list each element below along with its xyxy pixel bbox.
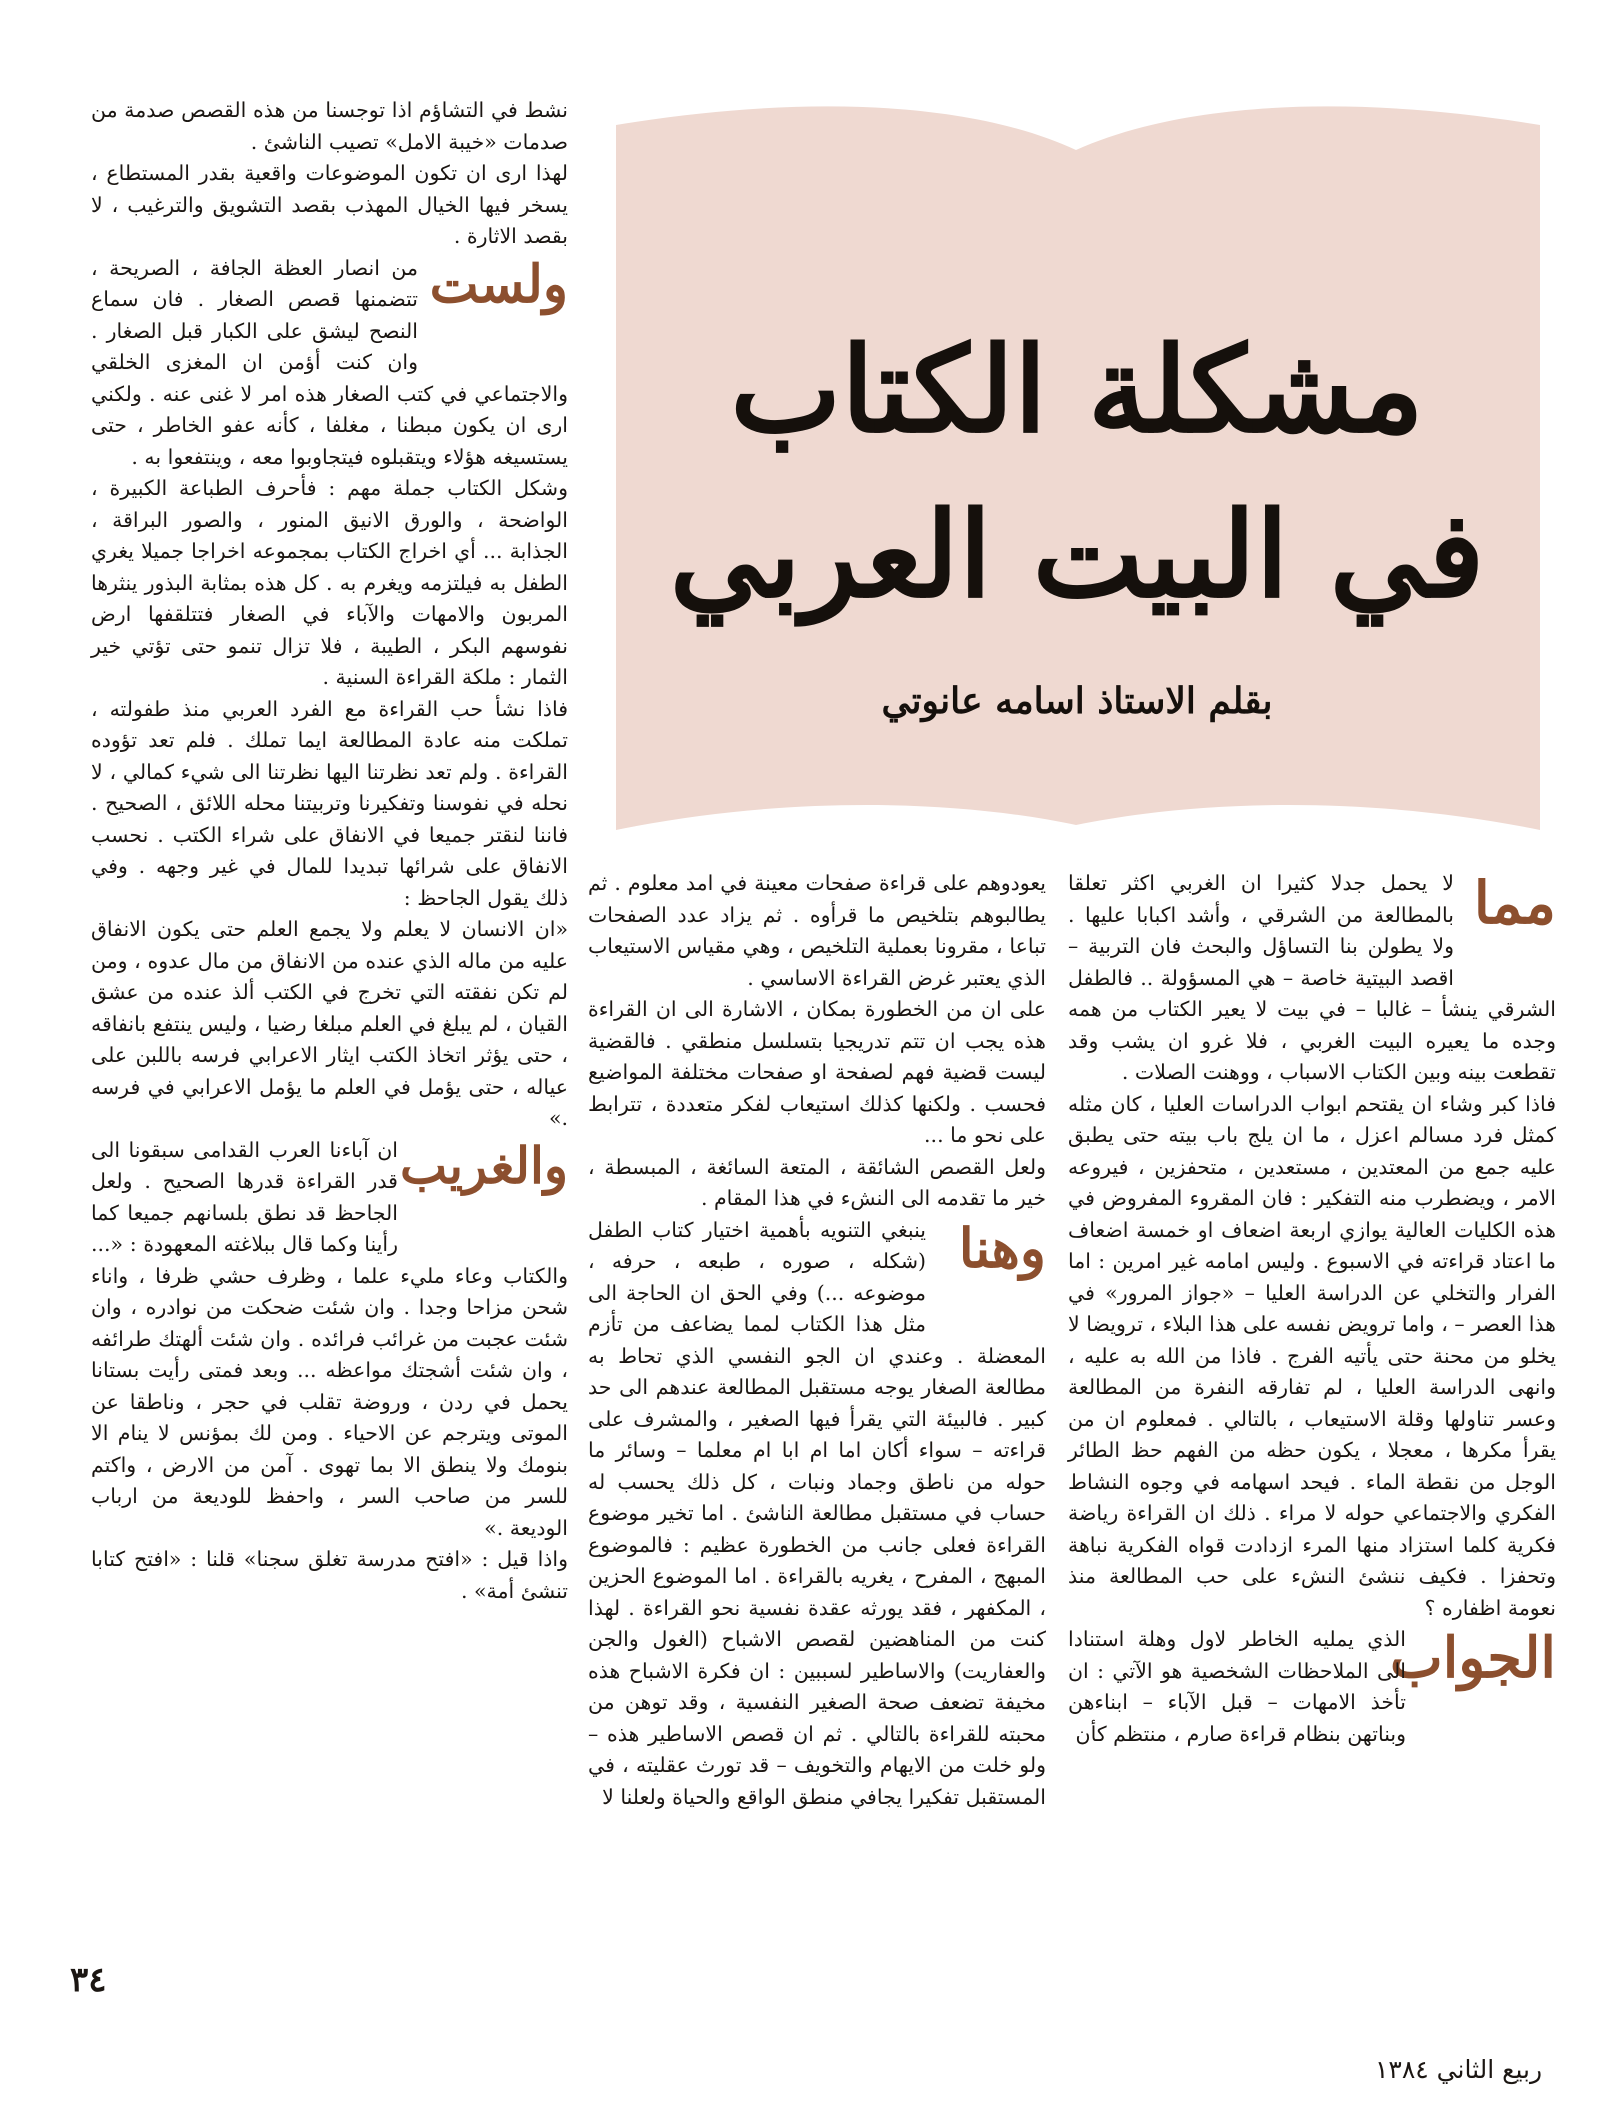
paragraph: وهنا ينبغي التنويه بأهمية اختيار كتاب الطفل (شكله ، صوره ، طبعه ، حرفه ، موضوعه ...) وفي الحق ان الحاجة الى مثل هذا الكتاب لمما يضاعف من تأزم المعضلة . وعندي ان الجو النفسي الذي تحاط به مطالعة الصغار يوجه مستقبل المطالعة عندهم الى حد كبير . فالبيئة التي يقرأ فيها الصغير ، والمشرف على قراءته – سواء أكان اما ام ابا ام معلما – وسائر ما حوله من ناطق وجماد ونبات ، كل ذلك يحسب له حساب في مستقبل مطالعة الناشئ . اما تخير موضوع القراءة فعلى جانب من الخطورة عظيم : فالموضوع المبهج ، المفرح ، يغريه بالقراءة . اما الموضوع الحزين ، المكفهر ، فقد يورثه عقدة نفسية نحو القراءة . لهذا كنت من المناهضين لقصص الاشباح (الغول والجن والعفاريت) والاساطير لسببين : ان فكرة الاشباح هذه مخيفة تضعف صحة الصغير النفسية ، وقد توهن من محبته للقراءة بالتالي . ثم ان قصص الاساطير هذه – ولو خلت من الايهام والتخويف – قد تورث عقليته ، في المستقبل تفكيرا يجافي منطق الواقع والحياة ولعلنا لا: [588, 1215, 1046, 1809]
initial-word: الجواب: [1390, 1625, 1556, 1691]
paragraph: وشكل الكتاب جملة مهم : فأحرف الطباعة الكبيرة ، الواضحة ، والورق الانيق المنور ، والصور البراقة ، الجذابة ... أي اخراج الكتاب بمجموعه اخراجا جميلا يغري الطفل به فيلتزمه ويغرم به . كل هذه بمثابة البذور ينثرها المربون والامهات والآباء في الصغار فتتلقفها ارض نفوسهم البكر ، الطيبة ، فلا تزال تنمو حتى تؤتي خير الثمار : ملكة القراءة السنية .: [91, 476, 568, 689]
initial-word: ولست: [429, 253, 568, 315]
initial-word: وهنا: [958, 1215, 1046, 1280]
paragraph: على ان من الخطورة بمكان ، الاشارة الى ان القراءة هذه يجب ان تتم تدريجيا بتسلسل منطقي . فالقضية ليست قضية فهم لصفحة او صفحات مختلفة المواضيع فحسب . ولكنها كذلك استيعاب لفكر متعددة ، تترابط على نحو ما ...: [588, 997, 1046, 1147]
paragraph: يعودوهم على قراءة صفحات معينة في امد معلوم . ثم يطالبوهم بتلخيص ما قرأوه . ثم يزاد عدد الصفحات تباعا ، مقرونا بعملية التلخيص ، وهي مقياس الاستيعاب الذي يعتبر غرض القراءة الاساسي .: [588, 871, 1046, 990]
text-column-middle: [588, 868, 1046, 1813]
paragraph: فاذا نشأ حب القراءة مع الفرد العربي منذ طفولته ، تملكت منه عادة المطالعة ايما تملك . فلم تعد تؤوده القراءة . ولم تعد نظرتنا اليها نظرتنا الى شيء كمالي ، لا نحله في نفوسنا وتفكيرنا وتربيتنا محله اللائق ، الصحيح . فاننا لنقتر جميعا في الانفاق على شراء الكتب . نحسب الانفاق على شرائها تبديدا للمال في غير وجهه . وفي ذلك يقول الجاحظ :: [91, 696, 568, 910]
paragraph: لهذا ارى ان تكون الموضوعات واقعية بقدر المستطاع ، يسخر فيها الخيال المهذب بقصد التشويق والترغيب ، لا بقصد الاثارة .: [91, 161, 568, 248]
article-title-line2: في البيت العربي: [669, 485, 1485, 624]
paragraph: مما لا يحمل جدلا كثيرا ان الغربي اكثر تعلقا بالمطالعة من الشرقي ، وأشد اكبابا عليها . ولا يطولن بنا التساؤل والبحث فان التربية – اقصد البيتية خاصة – هي المسؤولة .. فالطفل الشرقي ينشأ – غالبا – في بيت لا يعير الكتاب من همه وجده ما يعيره البيت الغربي ، فلا غرو ان يشب وقد تقطعت بينه وبين الكتاب الاسباب ، ووهنت الصلات .: [1068, 869, 1556, 1084]
paragraph: «ان الانسان لا يعلم ولا يجمع العلم حتى يكون الانفاق عليه من ماله الذي عنده من الانفاق من مال عدوه ، ومن لم تكن نفقته التي تخرج في الكتب ألذ عنده من عشق القيان ، لم يبلغ في العلم مبلغا رضيا ، وليس ينتفع بانفاقه ، حتى يؤثر اتخاذ الكتب ايثار الاعرابي فرسه باللبن على عياله ، حتى يؤمل في العلم ما يؤمل الاعرابي في فرسه .»: [91, 917, 568, 1130]
initial-word: والغريب: [400, 1135, 568, 1195]
text-column-left: [91, 95, 568, 1607]
paragraph: ولعل القصص الشائقة ، المتعة السائغة ، المبسطة ، خير ما تقدمه الى النشء في هذا المقام .: [588, 1154, 1046, 1210]
paragraph: واذا قيل : «افتح مدرسة تغلق سجنا» قلنا : «افتح كتابا تنشئ أمة» .: [91, 1547, 568, 1603]
title-banner: [598, 90, 1556, 830]
paragraph: والغريب ان آباءنا العرب القدامى سبقونا الى قدر القراءة قدرها الصحيح . ولعل الجاحظ قد نطق بلسانهم جميعا كما رأينا وكما قال ببلاغته المعهودة : «... والكتاب وعاء مليء علما ، وظرف حشي ظرفا ، واناء شحن مزاحا وجدا . وان شئت ضحكت من نوادره ، وان شئت عجبت من غرائب فرائده . وان شئت ألهتك طرائفه ، وان شئت أشجتك مواعظه ... وبعد فمتى رأيت بستانا يحمل في ردن ، وروضة تقلب في حجر ، وناطقا عن الموتى ويترجم عن الاحياء . ومن لك بمؤنس لا ينام الا بنومك ولا ينطق الا بما تهوى . آمن من الارض ، واكتم للسر من صاحب السر ، واحفظ للوديعة من ارباب الوديعة .»: [91, 1135, 568, 1540]
text-column-right: [1068, 868, 1556, 1750]
paragraph: ولست من انصار العظة الجافة ، الصريحة ، تتضمنها قصص الصغار . فان سماع النصح ليشق على الكبار قبل الصغار . وان كنت أؤمن ان المغزى الخلقي والاجتماعي في كتب الصغار هذه امر لا غنى عنه . ولكني ارى ان يكون مبطنا ، مغلفا ، كأنه عفو الخاطر ، حتى يستسيغه هؤلاء ويتقبلوه فيتجاوبوا معه ، وينتفعوا به .: [91, 253, 568, 469]
issue-date: ربيع الثاني ١٣٨٤: [1375, 2055, 1543, 2084]
page-number: ٣٤: [70, 1960, 107, 2000]
article-title-line1: مشكلة الكتاب: [730, 320, 1424, 459]
article-byline: بقلم الاستاذ اسامه عانوتي: [881, 680, 1273, 722]
paragraph: نشط في التشاؤم اذا توجسنا من هذه القصص صدمة من صدمات «خيبة الامل» تصيب الناشئ .: [91, 98, 568, 154]
paragraph: فاذا كبر وشاء ان يقتحم ابواب الدراسات العليا ، كان مثله كمثل فرد مسالم اعزل ، ما ان يلج باب بيته حتى يطبق عليه جمع من المعتدين ، مستعدين ، متحفزين ، فيروعه الامر ، ويضطرب منه التفكير : فان المقروء المفروض في هذه الكليات العالية يوازي اربعة اضعاف او خمسة اضعاف ما اعتاد قراءته في الاسبوع . وليس امامه غير امرين : اما الفرار والتخلي عن الدراسة العليا – «جواز المرور» في هذا العصر – ، واما ترويض نفسه على هذا البلاء ، ترويضا لا يخلو من محنة حتى يأتيه الفرج . فاذا من الله به عليه ، وانهى الدراسة العليا ، لم تفارقه النفرة من المطالعة وعسر تناولها وقلة الاستيعاب ، بالتالي . فمعلوم ان من يقرأ مكرها ، معجلا ، يكون حظه من الفهم حظ الطائر الوجل من نقطة الماء . فيحد اسهامه في وجوه النشاط الفكري والاجتماعي حوله لا مراء . ذلك ان القراءة رياضة فكرية كلما استزاد منها المرء ازدادت قواه الفكرية نباهة وتحفزا . فكيف ننشئ النشء على حب المطالعة منذ نعومة اظفاره ؟: [1068, 1091, 1556, 1620]
paragraph: الجواب الذي يمليه الخاطر لاول وهلة استنادا الى الملاحظات الشخصية هو الآتي : ان تأخذ الامهات – قبل الآباء – ابناءهن وبناتهن بنظام قراءة صارم ، منتظم كأن: [1068, 1625, 1556, 1746]
initial-word: مما: [1473, 869, 1556, 937]
